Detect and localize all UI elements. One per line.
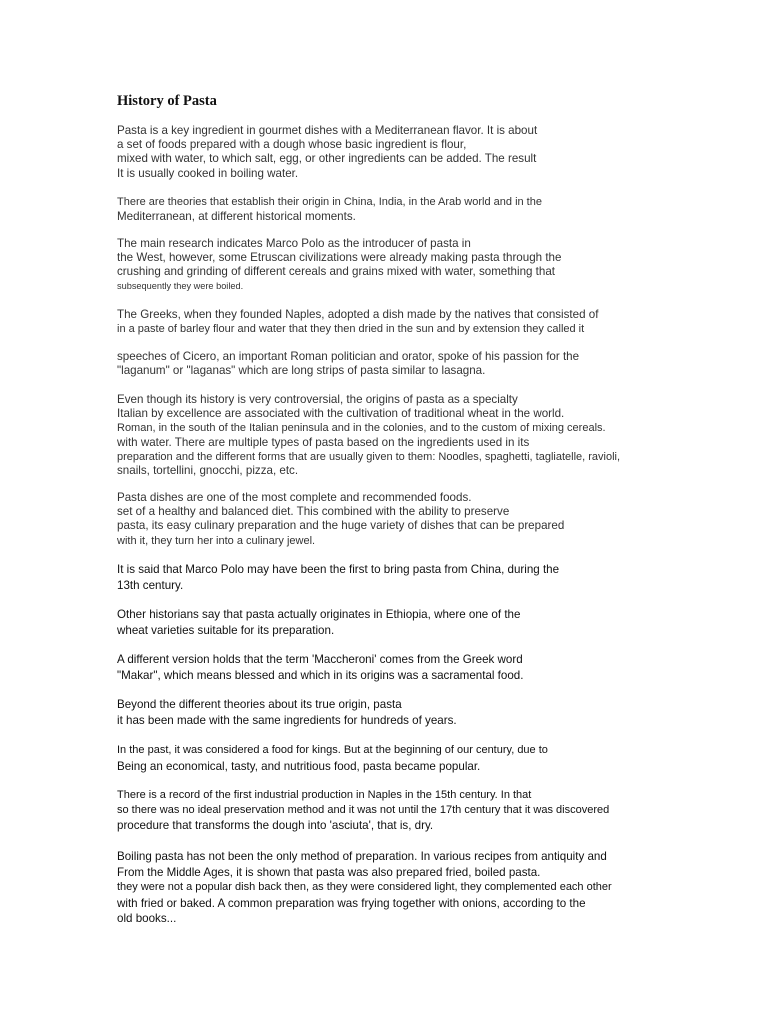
text-line: Pasta is a key ingredient in gourmet dishes with a Mediterranean flavor. It is about — [117, 124, 538, 137]
text-line: 13th century. — [117, 578, 184, 592]
text-line: preparation and the different forms that are usually given to them: Noodles, spaghetti, tagliatelle, ravioli, — [117, 450, 621, 463]
text-line: pasta, its easy culinary preparation and the huge variety of dishes that can be prepared — [117, 519, 565, 533]
paragraph — [117, 697, 457, 728]
text-line: From the Middle Ages, it is shown that pasta was also prepared fried, boiled pasta. — [117, 865, 541, 879]
text-line: It is said that Marco Polo may have been the first to bring pasta from China, during the — [117, 563, 560, 576]
text-line: set of a healthy and balanced diet. This combined with the ability to preserve — [117, 505, 510, 519]
text-line: "laganum" or "laganas" which are long strips of pasta similar to lasagna. — [117, 364, 486, 378]
paragraph — [117, 788, 609, 834]
text-line: wheat varieties suitable for its preparation. — [117, 623, 335, 637]
paragraph — [117, 124, 537, 181]
text-line: Italian by excellence are associated with the cultivation of traditional wheat in the world. — [117, 407, 565, 421]
text-line: In the past, it was considered a food for kings. But at the beginning of our century, due to — [117, 744, 548, 756]
paragraph — [117, 743, 548, 774]
paragraph — [117, 849, 612, 927]
text-line: There are theories that establish their origin in China, India, in the Arab world and in the — [117, 196, 542, 208]
text-line: old books... — [117, 912, 177, 925]
text-line: snails, tortellini, gnocchi, pizza, etc. — [117, 464, 299, 478]
paragraph — [117, 350, 579, 378]
paragraph — [117, 237, 561, 292]
text-line: they were not a popular dish back then, as they were considered light, they complemented each other — [117, 881, 612, 893]
text-line: it has been made with the same ingredients for hundreds of years. — [117, 713, 457, 727]
text-line: speeches of Cicero, an important Roman politician and orator, spoke of his passion for the — [117, 350, 580, 363]
paragraph — [117, 652, 523, 683]
paragraph — [117, 491, 564, 548]
paragraph — [117, 393, 620, 478]
text-line: the West, however, some Etruscan civilizations were already making pasta through the — [117, 251, 562, 265]
text-line: Pasta dishes are one of the most complete and recommended foods. — [117, 491, 472, 504]
text-line: subsequently they were boiled. — [117, 280, 244, 291]
text-line: Other historians say that pasta actually originates in Ethiopia, where one of the — [117, 608, 521, 621]
text-line: "Makar", which means blessed and which in its origins was a sacramental food. — [117, 668, 524, 682]
paragraph — [117, 308, 598, 336]
text-line: crushing and grinding of different cereals and grains mixed with water, something that — [117, 265, 556, 279]
document-title: History of Pasta — [117, 93, 217, 109]
text-line: A different version holds that the term 'Maccheroni' comes from the Greek word — [117, 653, 523, 666]
text-line: Boiling pasta has not been the only method of preparation. In various recipes from antiquity and — [117, 850, 607, 863]
text-line: with it, they turn her into a culinary jewel. — [117, 534, 316, 547]
text-line: The Greeks, when they founded Naples, adopted a dish made by the natives that consisted of — [117, 308, 599, 321]
text-line: so there was no ideal preservation method and it was not until the 17th century that it was discovered — [117, 804, 610, 816]
text-line: mixed with water, to which salt, egg, or other ingredients can be added. The result — [117, 152, 537, 166]
text-line: Mediterranean, at different historical moments. — [117, 210, 356, 224]
text-line: There is a record of the first industrial production in Naples in the 15th century. In that — [117, 789, 532, 801]
text-line: a set of foods prepared with a dough whose basic ingredient is flour, — [117, 138, 467, 152]
text-line: with fried or baked. A common preparation was frying together with onions, according to the — [117, 896, 586, 910]
text-line: with water. There are multiple types of pasta based on the ingredients used in its — [117, 435, 530, 449]
text-line: It is usually cooked in boiling water. — [117, 166, 299, 180]
text-line: Beyond the different theories about its true origin, pasta — [117, 698, 402, 711]
text-line: Being an economical, tasty, and nutritious food, pasta became popular. — [117, 759, 481, 773]
paragraph — [117, 607, 520, 638]
text-line: Even though its history is very controversial, the origins of pasta as a specialty — [117, 393, 518, 406]
text-line: procedure that transforms the dough into 'asciuta', that is, dry. — [117, 819, 434, 832]
text-line: The main research indicates Marco Polo as the introducer of pasta in — [117, 237, 471, 250]
text-line: Roman, in the south of the Italian peninsula and in the colonies, and to the custom of mixing cereals. — [117, 422, 606, 435]
paragraph — [117, 195, 542, 225]
paragraph — [117, 562, 559, 593]
text-line: in a paste of barley flour and water that they then dried in the sun and by extension they called it — [117, 323, 585, 336]
